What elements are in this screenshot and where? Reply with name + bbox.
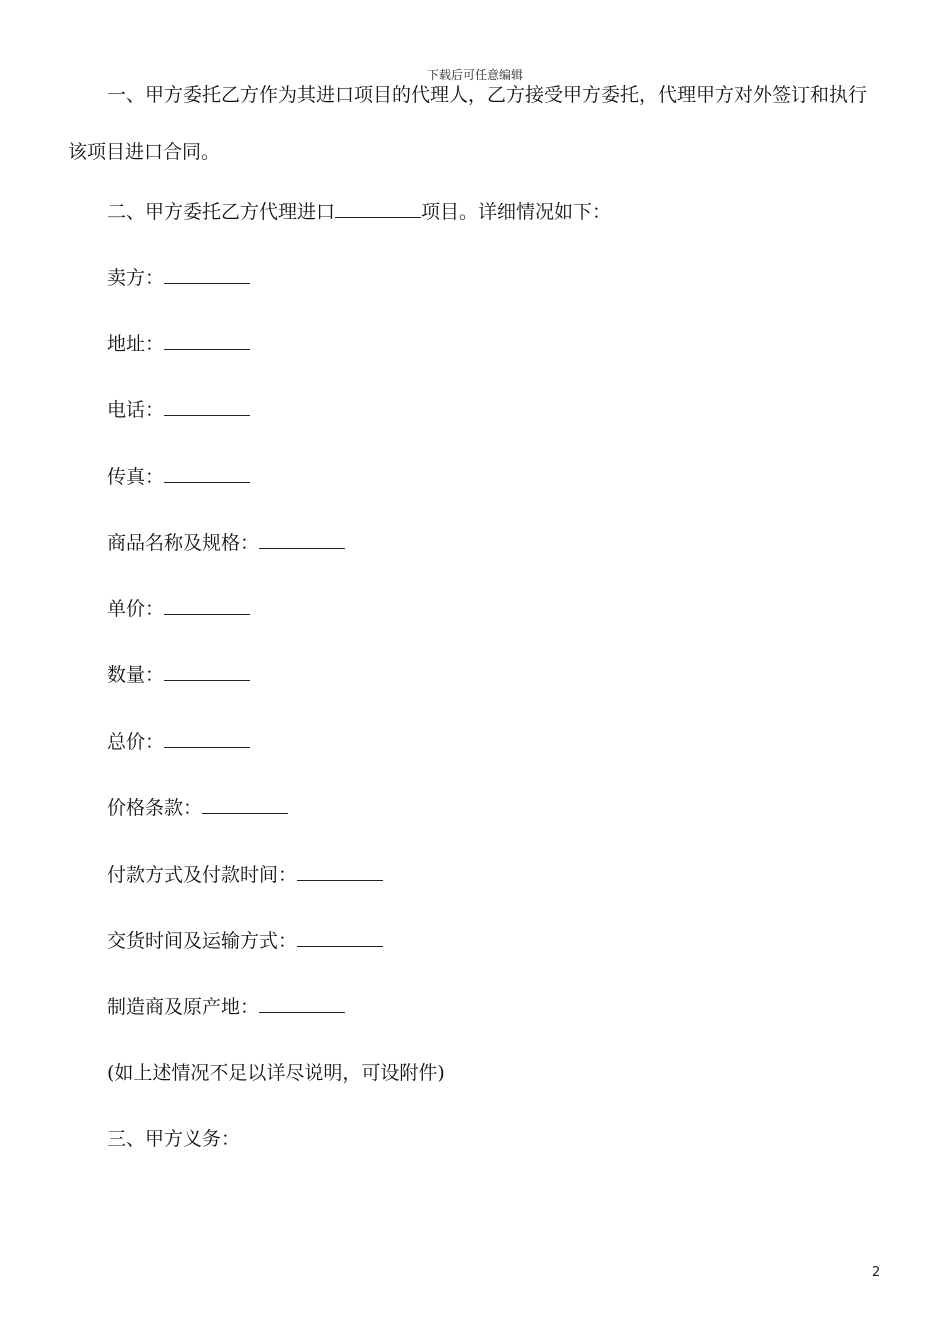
- field-manufacturer-origin: [107, 998, 345, 1017]
- field-unit-price-label: 单价：: [107, 598, 165, 620]
- field-delivery-time-transport: [107, 932, 383, 951]
- clause-1: [68, 67, 878, 181]
- clause-2-prefix: 二、甲方委托乙方代理进口: [107, 201, 336, 223]
- field-address: [107, 335, 250, 354]
- field-total-price: [107, 733, 250, 752]
- clause-2-suffix: 项目。详细情况如下：: [421, 201, 612, 223]
- field-delivery-time-transport-blank: [297, 932, 383, 947]
- field-payment-method-time: [107, 866, 383, 885]
- field-seller-blank: [164, 269, 250, 284]
- field-address-label: 地址：: [107, 333, 165, 355]
- field-quantity-blank: [164, 666, 250, 681]
- field-seller-label: 卖方：: [107, 267, 165, 289]
- field-price-terms-blank: [202, 799, 288, 814]
- page-number: 2: [872, 1265, 881, 1280]
- attachment-note: (如上述情况不足以详尽说明，可设附件): [107, 1062, 445, 1084]
- field-fax-blank: [164, 468, 250, 483]
- field-phone: [107, 401, 250, 420]
- field-unit-price-blank: [164, 600, 250, 615]
- clause-3-title: 三、甲方义务：: [107, 1128, 241, 1150]
- field-quantity-label: 数量：: [107, 664, 165, 686]
- field-phone-label: 电话：: [107, 399, 165, 421]
- field-delivery-time-transport-label: 交货时间及运输方式：: [107, 930, 298, 952]
- clause-1-line-2: 该项目进口合同。: [68, 141, 221, 163]
- header-note: 下载后可任意编辑: [426, 68, 523, 82]
- field-fax-label: 传真：: [107, 466, 165, 488]
- clause-2: [107, 203, 611, 222]
- field-total-price-blank: [164, 733, 250, 748]
- field-payment-method-time-label: 付款方式及付款时间：: [107, 864, 298, 886]
- field-price-terms-label: 价格条款：: [107, 797, 203, 819]
- field-phone-blank: [164, 401, 250, 416]
- field-address-blank: [164, 335, 250, 350]
- field-unit-price: [107, 600, 250, 619]
- field-total-price-label: 总价：: [107, 731, 165, 753]
- field-manufacturer-origin-label: 制造商及原产地：: [107, 996, 260, 1018]
- field-price-terms: [107, 799, 288, 818]
- field-goods-name-spec-label: 商品名称及规格：: [107, 532, 260, 554]
- field-fax: [107, 468, 250, 487]
- field-goods-name-spec: [107, 534, 345, 553]
- field-goods-name-spec-blank: [259, 534, 345, 549]
- field-seller: [107, 269, 250, 288]
- field-manufacturer-origin-blank: [259, 998, 345, 1013]
- import-item-blank: [335, 203, 421, 218]
- field-quantity: [107, 666, 250, 685]
- clause-1-line-1: 一、甲方委托乙方作为其进口项目的代理人，乙方接受甲方委托，代理甲方对外签订和执行: [107, 84, 868, 106]
- field-payment-method-time-blank: [297, 866, 383, 881]
